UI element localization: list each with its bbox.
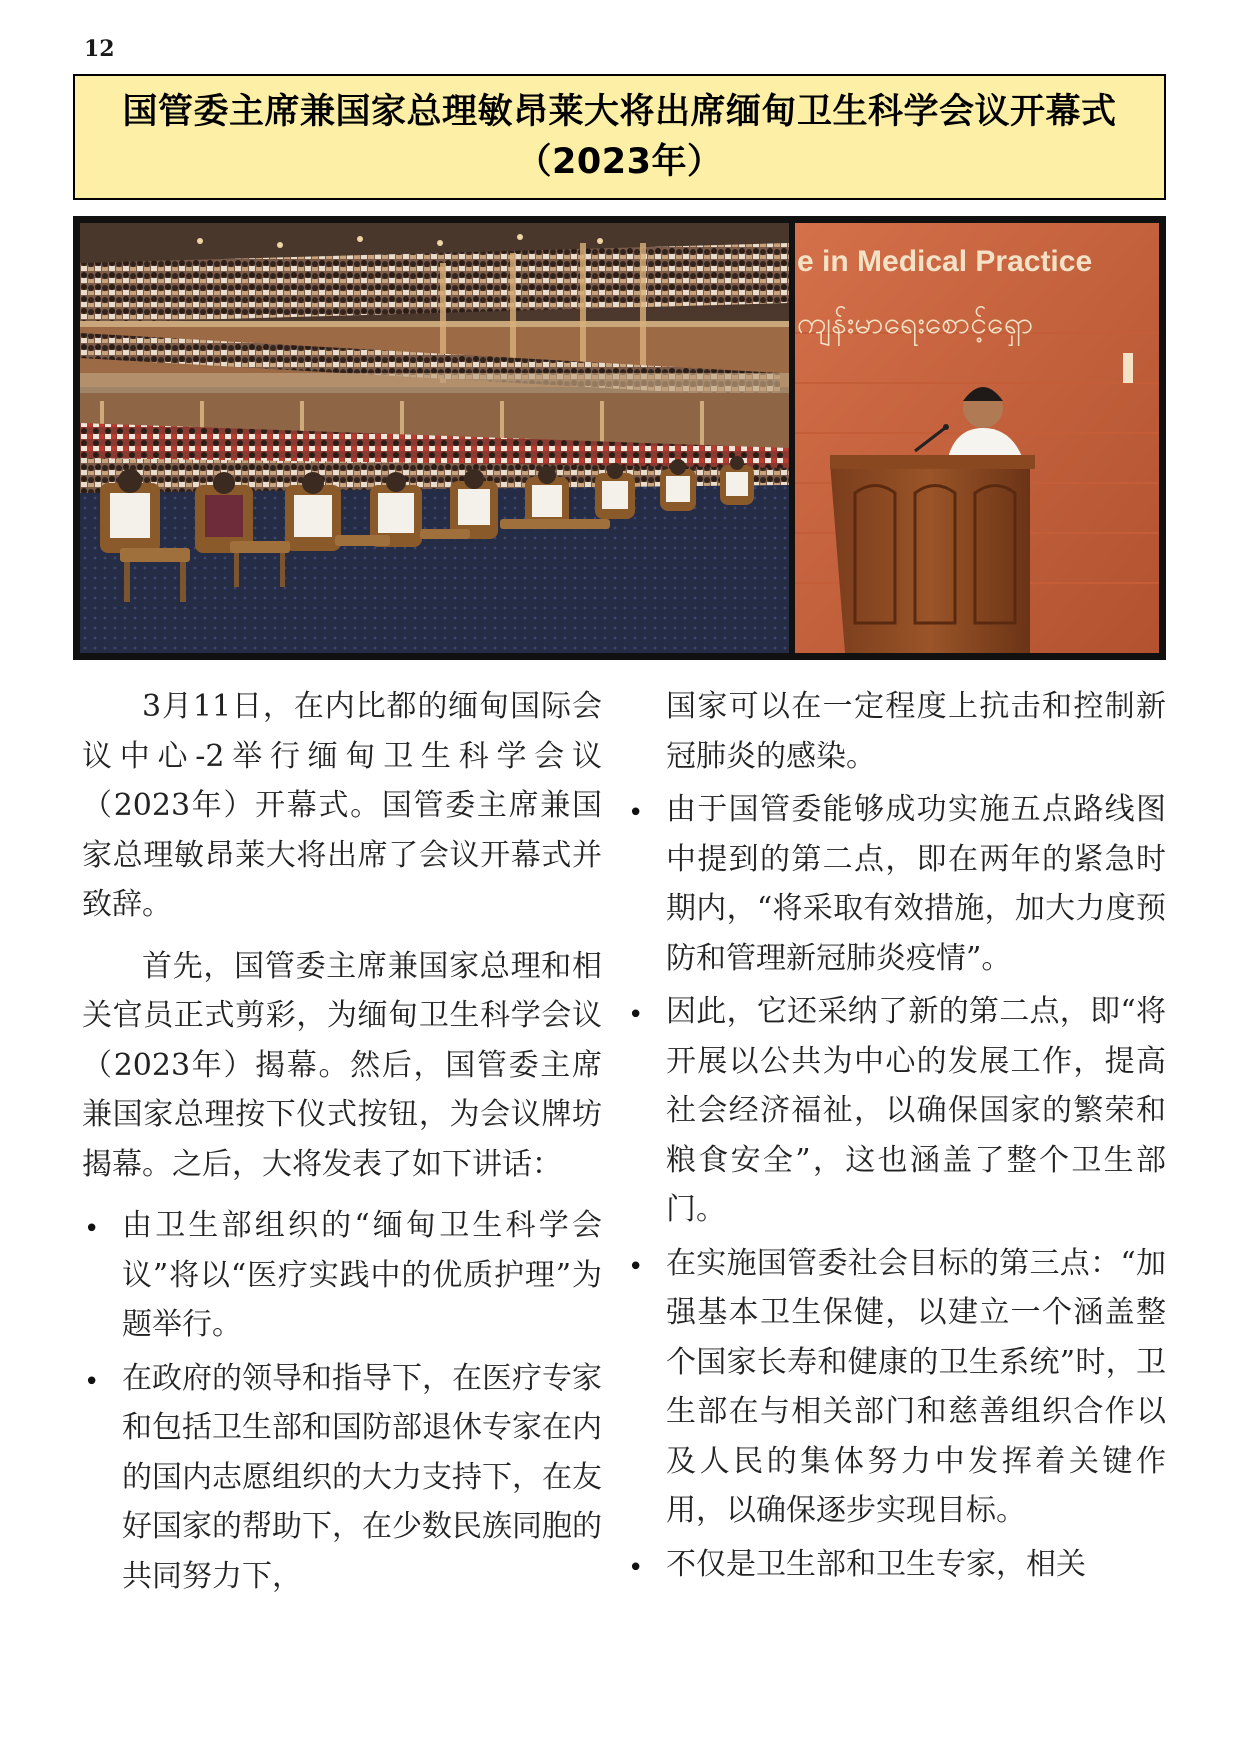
- paragraph: 首先，国管委主席兼国家总理和相关官员正式剪彩，为缅甸卫生科学会议（2023年）揭幕。然后，国管委主席兼国家总理按下仪式按钮，为会议牌坊揭幕。之后，大将发表了如下讲话：: [82, 948, 602, 1182]
- speaker-photo: [795, 223, 1159, 653]
- page-number: 12: [84, 36, 115, 62]
- bullet-item: • 因此，它还采纳了新的第二点，即“将开展以公共为中心的发展工作，提高社会经济福祉，以确保国家的繁荣和粮食安全”，这也涵盖了整个卫生部门。: [626, 987, 1166, 1235]
- bullet-item: • 由于国管委能够成功实施五点路线图中提到的第二点，即在两年的紧急时期内，“将采取有效措施，加大力度预防和管理新冠肺炎疫情”。: [626, 785, 1166, 983]
- bullet-item: • 不仅是卫生部和卫生专家，相关: [626, 1540, 1166, 1590]
- article-title-year: （2023年）: [516, 142, 723, 182]
- left-column: [82, 682, 602, 1605]
- banner-english-text: e in Medical Practice: [797, 245, 1093, 278]
- continued-paragraph: 国家可以在一定程度上抗击和控制新冠肺炎的感染。: [666, 689, 1166, 774]
- bullet-item: • 在政府的领导和指导下，在医疗专家和包括卫生部和国防部退休专家在内的国内志愿组织的大力支持下，在友好国家的帮助下，在少数民族同胞的共同努力下，: [82, 1354, 602, 1602]
- article-title: 国管委主席兼国家总理敏昂莱大将出席缅甸卫生科学会议开幕式: [122, 92, 1117, 132]
- bullet-list: [82, 1201, 602, 1601]
- bullet-list: [626, 785, 1166, 1589]
- right-column: [626, 682, 1166, 1593]
- bullet-item: • 在实施国管委社会目标的第三点：“加强基本卫生保健，以建立一个涵盖整个国家长寿和健康的卫生系统”时，卫生部在与相关部门和慈善组织合作以及人民的集体努力中发挥着关键作用，以确保逐步实现目标。: [626, 1239, 1166, 1536]
- photo-frame: [73, 216, 1166, 660]
- article-title-box: [73, 74, 1166, 200]
- conference-hall-photo: [80, 223, 789, 653]
- bullet-item: • 由卫生部组织的“缅甸卫生科学会议”将以“医疗实践中的优质护理”为题举行。: [82, 1201, 602, 1350]
- banner-myanmar-text: ကျန်းမာရေးစောင့်ရှော: [797, 306, 1034, 341]
- paragraph: 3月11日，在内比都的缅甸国际会议中心-2举行缅甸卫生科学会议（2023年）开幕式。国管委主席兼国家总理敏昂莱大将出席了会议开幕式并致辞。: [82, 689, 602, 922]
